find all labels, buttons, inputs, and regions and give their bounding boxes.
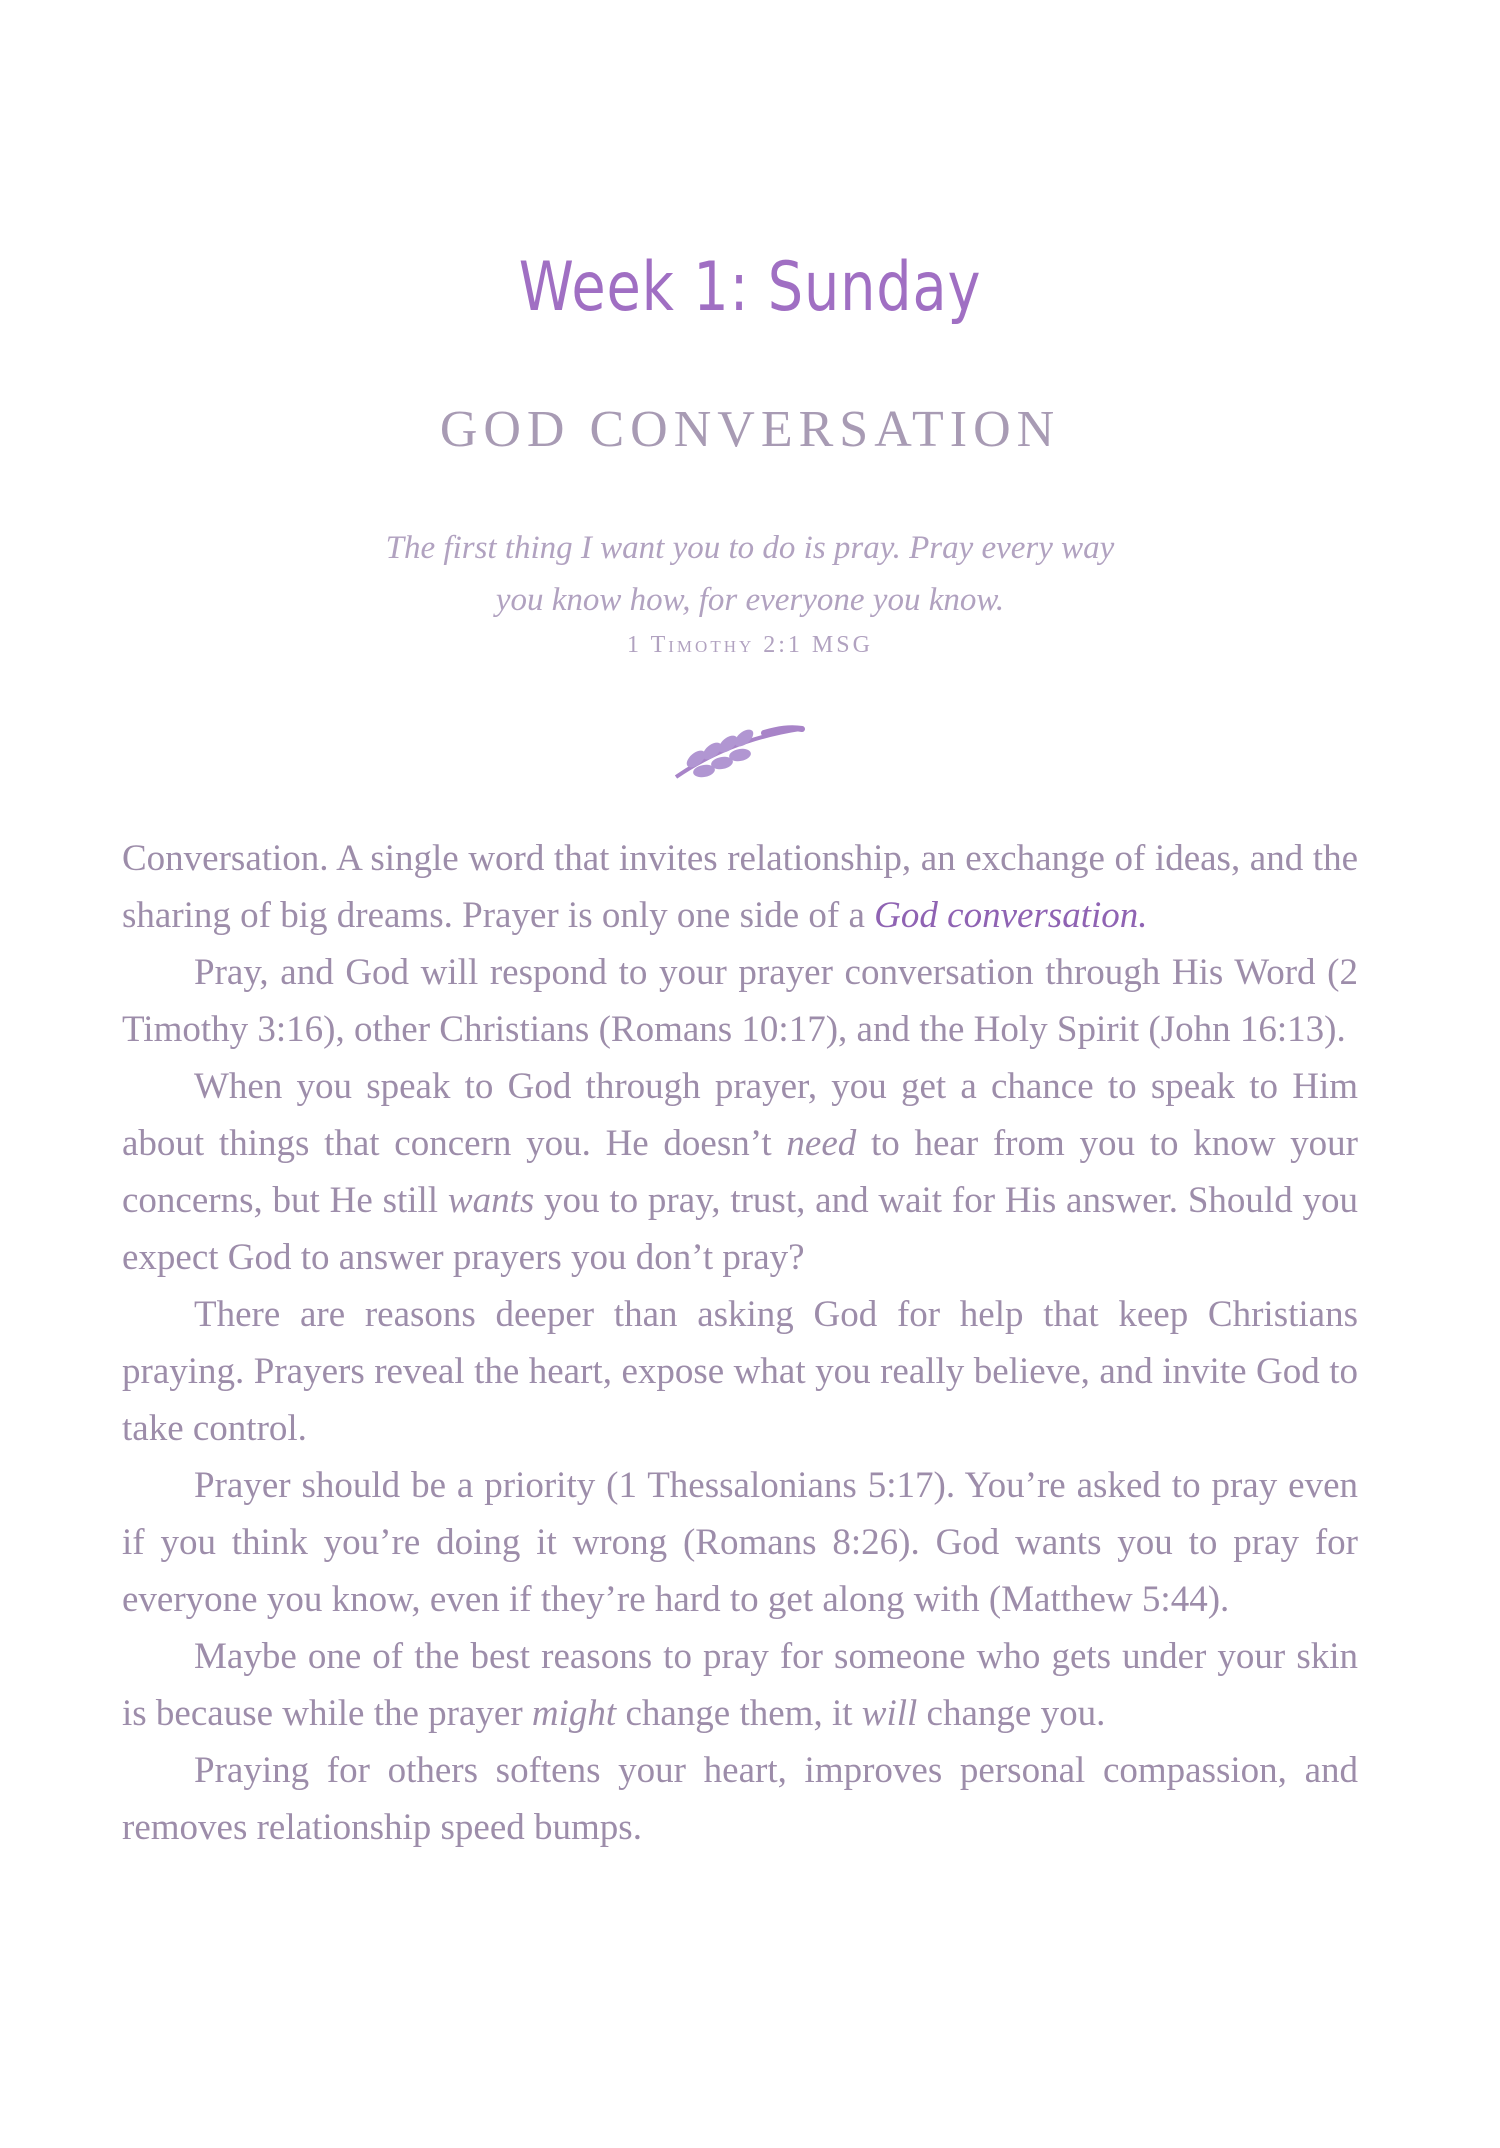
epigraph-line-1: The first thing I want you to do is pray. Pray every way bbox=[385, 530, 1115, 566]
paragraph-3-em-wants: wants bbox=[447, 1180, 535, 1221]
paragraph-1 bbox=[122, 830, 1358, 944]
page-subtitle: GOD CONVERSATION bbox=[439, 401, 1061, 458]
paragraph-1-text: Conversation. A single word that invites relationship, an exchange of ideas, and the sharing of big dreams. Prayer is only one side of a bbox=[122, 838, 1358, 936]
paragraph-1-emphasis: God conversation. bbox=[874, 895, 1148, 936]
paragraph-7: Praying for others softens your heart, improves personal compassion, and removes relationship speed bumps. bbox=[122, 1750, 1358, 1848]
paragraph-3-text-a: When you speak to God through prayer, you get a chance to speak to Him about things that concern you. He doesn’t bbox=[122, 1066, 1358, 1164]
page-title: Week 1: Sunday bbox=[518, 248, 982, 327]
paragraph-6-text-a: Maybe one of the best reasons to pray for someone who gets under your skin is because while the prayer bbox=[122, 1636, 1358, 1734]
epigraph-reference: 1 Timothy 2:1 MSG bbox=[627, 632, 873, 658]
paragraph-6-em-might: might bbox=[531, 1693, 617, 1734]
paragraph-3-text-b: to hear from you to know your concerns, but He still bbox=[122, 1123, 1358, 1221]
paragraph-6-em-will: will bbox=[861, 1693, 918, 1734]
paragraph-3-text-c: you to pray, trust, and wait for His answer. Should you expect God to answer prayers you don’t pray? bbox=[122, 1180, 1358, 1278]
paragraph-6 bbox=[122, 1628, 1358, 1742]
sprig-icon bbox=[668, 715, 808, 785]
paragraph-4: There are reasons deeper than asking God for help that keep Christians praying. Prayers reveal the heart, expose what you really believe, and invite God to take control. bbox=[122, 1294, 1358, 1449]
paragraph-6-text-c: change you. bbox=[917, 1693, 1106, 1734]
epigraph-verse bbox=[0, 522, 1500, 626]
paragraph-6-text-b: change them, it bbox=[616, 1693, 862, 1734]
paragraph-5: Prayer should be a priority (1 Thessalonians 5:17). You’re asked to pray even if you think you’re doing it wrong (Romans 8:26). God wants you to pray for everyone you know, even if they’re hard to get along with (Matthew 5:44). bbox=[122, 1465, 1358, 1620]
paragraph-3-em-need: need bbox=[786, 1123, 857, 1164]
body-text bbox=[122, 830, 1358, 1856]
epigraph-line-2: you know how, for everyone you know. bbox=[495, 582, 1005, 618]
paragraph-2: Pray, and God will respond to your prayer conversation through His Word (2 Timothy 3:16), other Christians (Romans 10:17), and the Holy Spirit (John 16:13). bbox=[122, 952, 1358, 1050]
paragraph-3 bbox=[122, 1058, 1358, 1286]
